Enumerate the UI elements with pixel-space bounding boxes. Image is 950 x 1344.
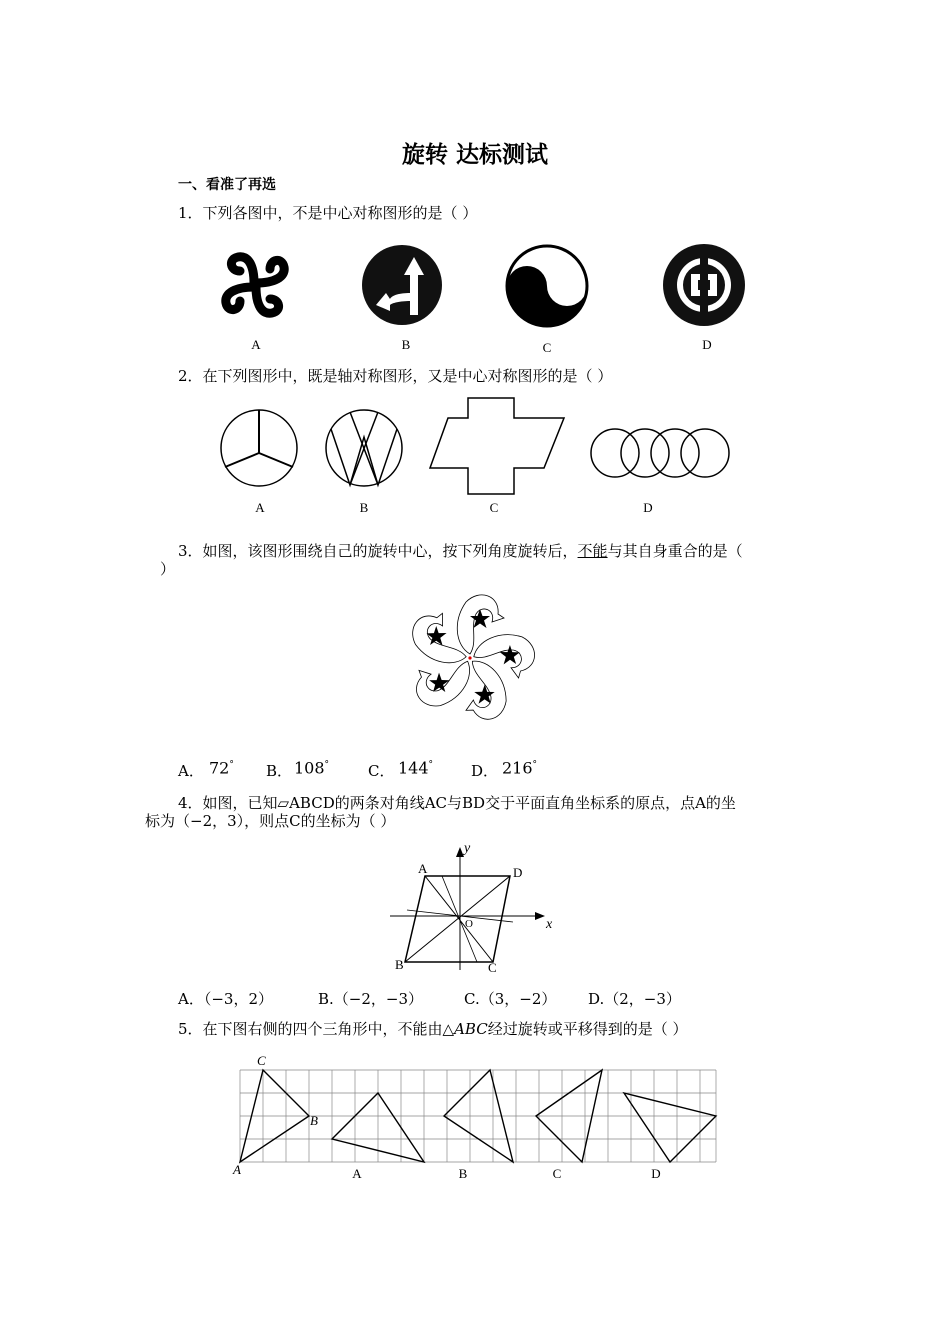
q2-label-d: D [643, 500, 653, 515]
q4-option-c[interactable]: C.（3，−2） [464, 990, 557, 1008]
question-4-text-line1: 4．如图，已知▱ABCD的两条对角线AC与BD交于平面直角坐标系的原点，点A的坐 [178, 794, 736, 812]
q4-x-axis-label: x [546, 917, 553, 932]
q3-option-d[interactable]: D． [471, 762, 499, 780]
q5-vertex-a-label: A [233, 1162, 241, 1177]
q2-figure-c-cross-parallelogram [428, 396, 566, 496]
q3-option-c[interactable]: C． [368, 762, 395, 780]
q3-option-c-value: 144° [398, 758, 434, 778]
q1-label-c: C [542, 340, 552, 355]
q5-choice-label-c: C [552, 1166, 562, 1181]
q2-figure-a-circle-three-radii [218, 407, 300, 489]
q2-figure-d-four-circles [588, 426, 732, 480]
q4-y-axis-label: y [464, 841, 471, 856]
question-4-text-line2: 标为（−2，3），则点C的坐标为（ ） [145, 812, 396, 830]
q4-figure-parallelogram-axes [385, 842, 560, 977]
q2-label-a: A [255, 500, 265, 515]
q1-label-a: A [251, 337, 261, 352]
q1-figure-d-bank-logo [660, 243, 748, 327]
q3-option-b-value: 108° [294, 758, 330, 778]
question-5-text: 5．在下图右侧的四个三角形中，不能由△ABC经过旋转或平移得到的是（ ） [178, 1020, 688, 1038]
question-3-text: 3．如图，该图形围绕自己的旋转中心，按下列角度旋转后，不能与其自身重合的是（ [178, 542, 743, 560]
page-title: 旋转 达标测试 [401, 142, 548, 168]
q3-option-a-value: 72° [209, 758, 234, 778]
q2-label-b: B [359, 500, 369, 515]
q1-figure-b-arrow-sign [360, 245, 446, 325]
question-1-text: 1．下列各图中，不是中心对称图形的是（ ） [178, 204, 478, 222]
q4-point-d-label: D [513, 865, 523, 880]
question-3-text-line2: ） [160, 560, 176, 578]
q5-vertex-b-label: B [310, 1113, 318, 1128]
q2-figure-b-circle-w [323, 407, 405, 489]
q4-origin-label: O [465, 918, 473, 930]
q3-figure-bauhinia-flower [400, 592, 540, 724]
q1-figure-c-yin-yang [504, 243, 590, 329]
q4-option-d[interactable]: D.（2，−3） [588, 990, 681, 1008]
q4-option-b[interactable]: B.（−2，−3） [318, 990, 424, 1008]
q3-option-a[interactable]: A． [178, 762, 204, 780]
q1-label-b: B [401, 337, 411, 352]
q1-figure-a-symbol [210, 245, 300, 325]
q3-option-b[interactable]: B． [266, 762, 293, 780]
q5-vertex-c-label: C [257, 1053, 266, 1068]
q4-point-b-label: B [395, 957, 404, 972]
q4-point-c-label: C [488, 960, 497, 975]
question-2-text: 2．在下列图形中，既是轴对称图形，又是中心对称图形的是（ ） [178, 367, 613, 385]
q3-option-d-value: 216° [502, 758, 538, 778]
q2-label-c: C [489, 500, 499, 515]
q5-choice-label-a: A [352, 1166, 362, 1181]
q5-choice-label-b: B [458, 1166, 468, 1181]
emphasis-underline: 不能 [577, 542, 608, 560]
q4-point-a-label: A [418, 861, 428, 876]
q4-option-a[interactable]: A．（−3，2） [178, 990, 273, 1008]
q5-choice-label-d: D [651, 1166, 661, 1181]
q1-label-d: D [702, 337, 712, 352]
section-heading: 一、看准了再选 [178, 177, 276, 193]
